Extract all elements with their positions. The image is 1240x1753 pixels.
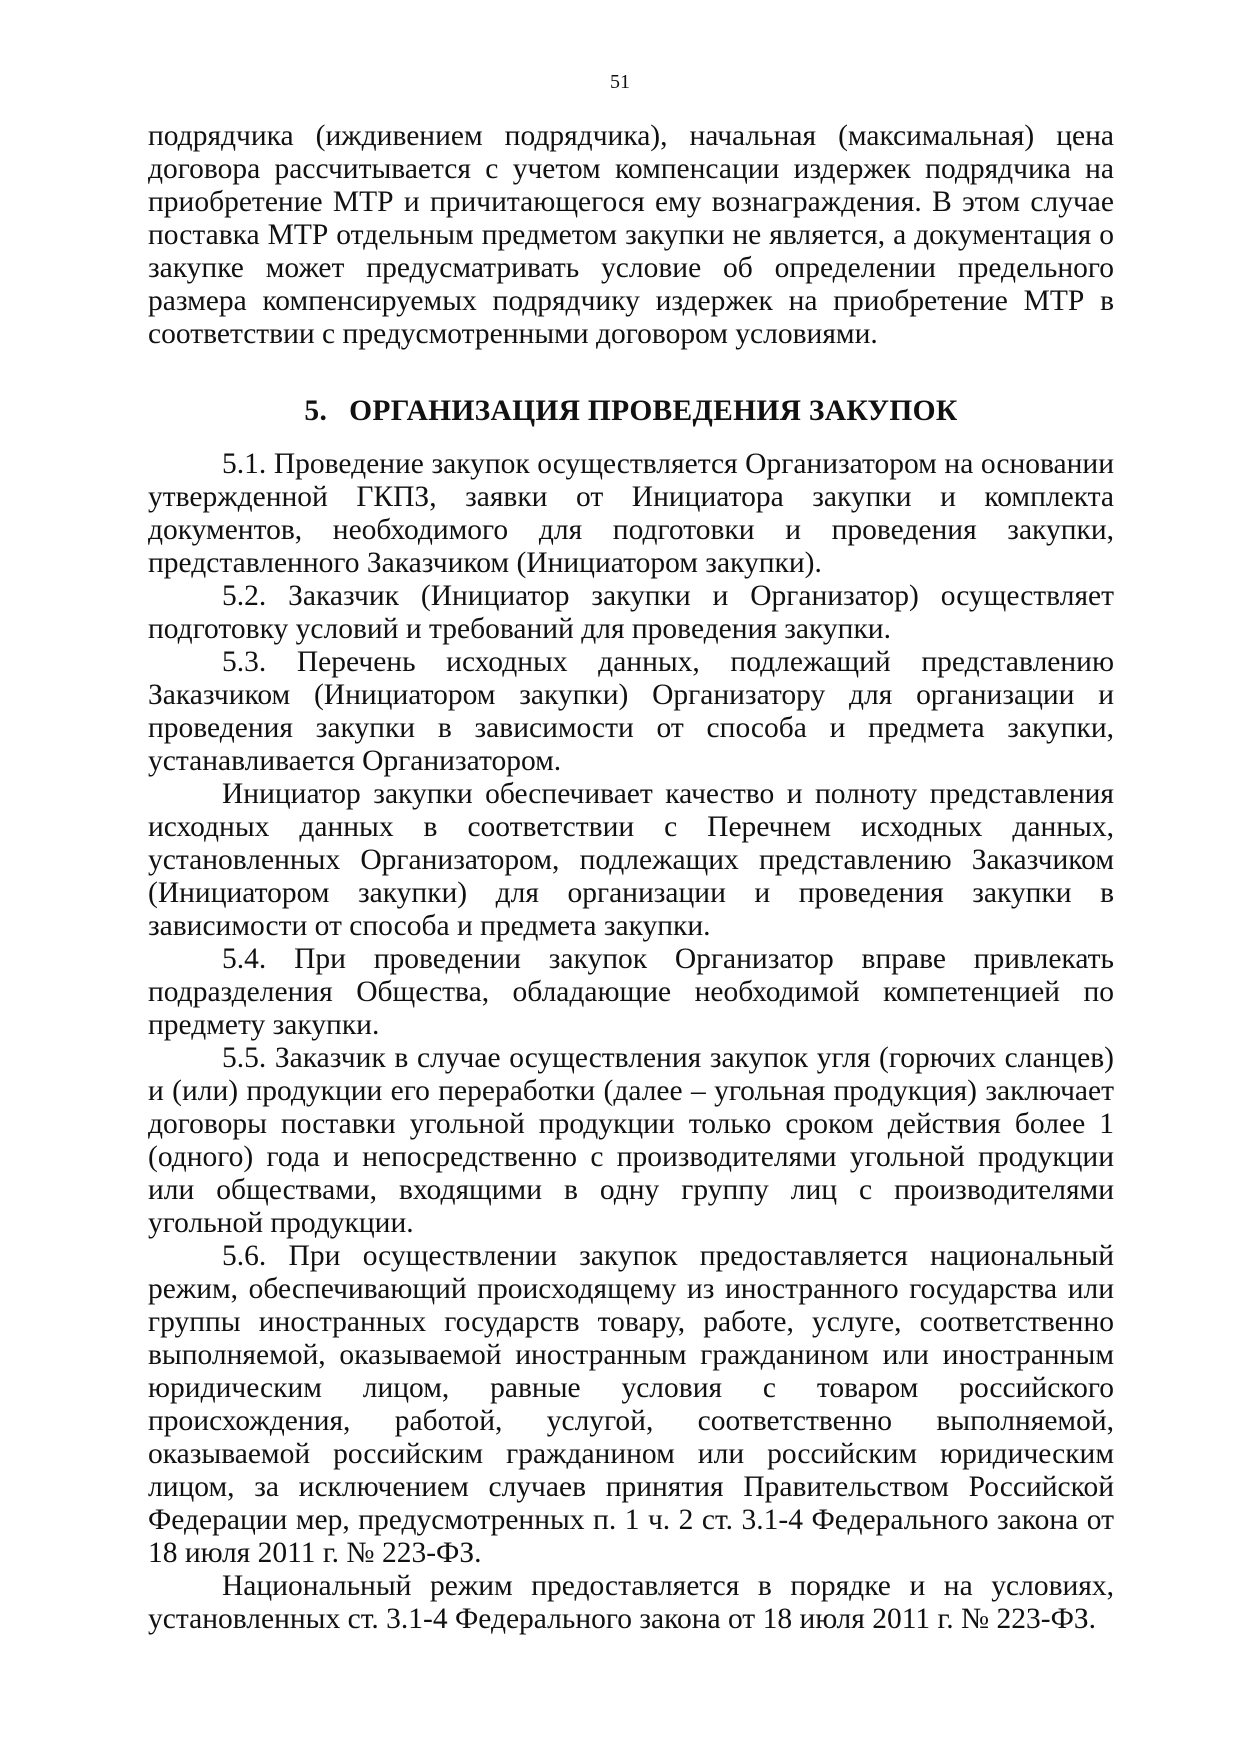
section-heading xyxy=(148,395,1114,428)
section-number: 5. xyxy=(304,395,328,427)
paragraph-5-3: 5.3. Перечень исходных данных, подлежащий представлению Заказчиком (Инициатором закупки) Организатору для организации и проведения закупки в зависимости от способа и предмета закупки, устанавливается Организатором. xyxy=(148,646,1114,777)
document-body xyxy=(148,120,1114,1636)
paragraph-5-6: 5.6. При осуществлении закупок предоставляется национальный режим, обеспечивающий происходящему из иностранного государства или группы иностранных государств товару, работе, услуге, соответственно выполняемой, оказываемой иностранным гражданином или иностранным юридическим лицом, равные условия с товаром российского происхождения, работой, услугой, соответственно выполняемой, оказываемой российским гражданином или российским юридическим лицом, за исключением случаев принятия Правительством Российской Федерации мер, предусмотренных п. 1 ч. 2 ст. 3.1-4 Федерального закона от 18 июля 2011 г. № 223-ФЗ. xyxy=(148,1240,1114,1569)
page-number: 51 xyxy=(610,71,630,93)
paragraph-5-5: 5.5. Заказчик в случае осуществления закупок угля (горючих сланцев) и (или) продукции его переработки (далее – угольная продукция) заключает договоры поставки угольной продукции только сроком действия более 1 (одного) года и непосредственно с производителями угольной продукции или обществами, входящими в одну группу лиц с производителями угольной продукции. xyxy=(148,1042,1114,1239)
paragraph-5-2: 5.2. Заказчик (Инициатор закупки и Организатор) осуществляет подготовку условий и требований для проведения закупки. xyxy=(148,580,1114,645)
section-title: ОРГАНИЗАЦИЯ ПРОВЕДЕНИЯ ЗАКУПОК xyxy=(349,395,958,427)
opening-paragraph: подрядчика (иждивением подрядчика), начальная (максимальная) цена договора рассчитывается с учетом компенсации издержек подрядчика на приобретение МТР и причитающегося ему вознаграждения. В этом случае поставка МТР отдельным предметом закупки не является, а документация о закупке может предусматривать условие об определении предельного размера компенсируемых подрядчику издержек на приобретение МТР в соответствии с предусмотренными договором условиями. xyxy=(148,120,1114,350)
paragraph-5-1: 5.1. Проведение закупок осуществляется Организатором на основании утвержденной ГКПЗ, заявки от Инициатора закупки и комплекта документов, необходимого для подготовки и проведения закупки, представленного Заказчиком (Инициатором закупки). xyxy=(148,448,1114,579)
paragraph-5-4: 5.4. При проведении закупок Организатор вправе привлекать подразделения Общества, обладающие необходимой компетенцией по предмету закупки. xyxy=(148,943,1114,1041)
paragraph-national-regime: Национальный режим предоставляется в порядке и на условиях, установленных ст. 3.1-4 Федерального закона от 18 июля 2011 г. № 223-ФЗ. xyxy=(148,1570,1114,1635)
paragraph-initiator-quality: Инициатор закупки обеспечивает качество и полноту представления исходных данных в соответствии с Перечнем исходных данных, установленных Организатором, подлежащих представлению Заказчиком (Инициатором закупки) для организации и проведения закупки в зависимости от способа и предмета закупки. xyxy=(148,778,1114,942)
